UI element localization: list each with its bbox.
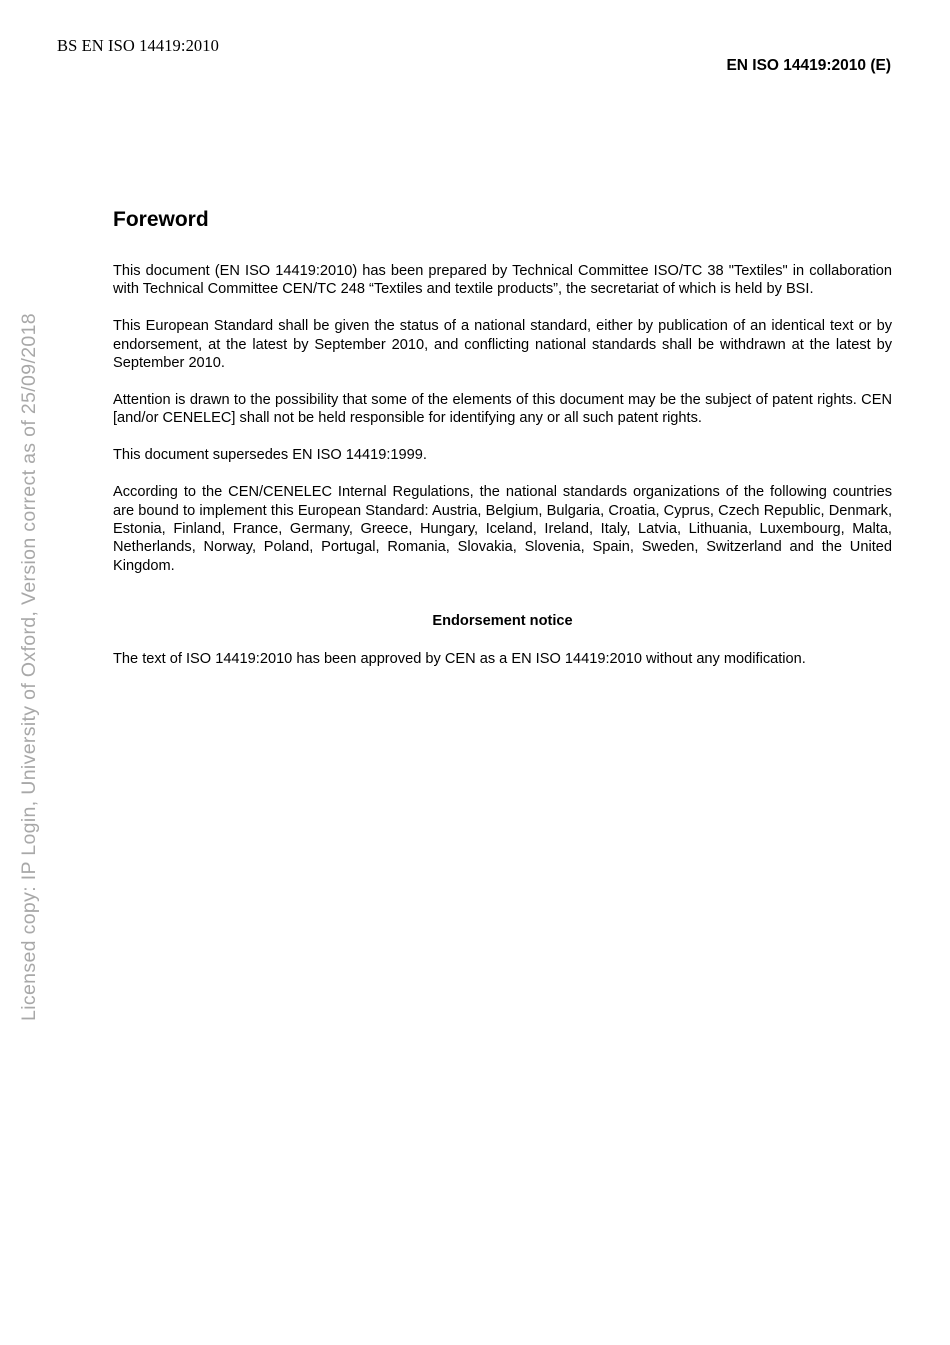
document-reference-left: BS EN ISO 14419:2010 bbox=[57, 36, 219, 55]
foreword-paragraph-preparation: This document (EN ISO 14419:2010) has been prepared by Technical Committee ISO/TC 38 "Textiles" in collaboration with Technical Committee CEN/TC 248 “Textiles and textile products”, the secretariat of which is held by BSI. bbox=[113, 263, 892, 298]
endorsement-notice-heading: Endorsement notice bbox=[432, 613, 573, 630]
page-content bbox=[113, 205, 892, 687]
foreword-paragraph-patent: Attention is drawn to the possibility that some of the elements of this document may be the subject of patent rights. CEN [and/or CENELEC] shall not be held responsible for identifying any or all such patent rights. bbox=[113, 392, 892, 427]
foreword-title: Foreword bbox=[113, 208, 209, 231]
license-watermark: Licensed copy: IP Login, University of Oxford, Version correct as of 25/09/2018 bbox=[18, 313, 40, 1021]
endorsement-notice-text: The text of ISO 14419:2010 has been approved by CEN as a EN ISO 14419:2010 without any modification. bbox=[113, 650, 806, 667]
foreword-paragraph-supersedes: This document supersedes EN ISO 14419:1999. bbox=[113, 447, 427, 464]
document-reference-right: EN ISO 14419:2010 (E) bbox=[726, 57, 891, 74]
foreword-paragraph-countries: According to the CEN/CENELEC Internal Regulations, the national standards organizations of the following countries are bound to implement this European Standard: Austria, Belgium, Bulgaria, Croatia, Cyprus, Czech Republic, Denmark, Estonia, Finland, France, Germany, Greece, Hungary, Iceland, Ireland, Italy, Latvia, Lithuania, Luxembourg, Malta, Netherlands, Norway, Poland, Portugal, Romania, Slovakia, Slovenia, Spain, Sweden, Switzerland and the United Kingdom. bbox=[113, 484, 892, 574]
foreword-paragraph-status: This European Standard shall be given the status of a national standard, either by publication of an identical text or by endorsement, at the latest by September 2010, and conflicting national standards shall be withdrawn at the latest by September 2010. bbox=[113, 318, 892, 372]
